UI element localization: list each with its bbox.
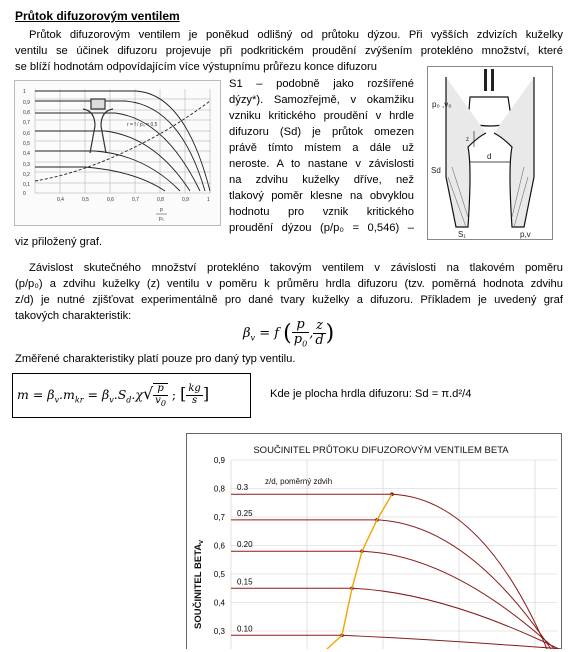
left-ytick: 0 bbox=[23, 191, 26, 197]
para1-col-line: difuzoru (Sd) je průtok omezen bbox=[229, 126, 414, 138]
chart-ytick: 0,3 bbox=[213, 627, 225, 636]
chart-yticks bbox=[214, 456, 226, 649]
chart-series-label: 0.15 bbox=[237, 577, 253, 587]
para1-col-line: neroste. A to nastane v závislosti bbox=[229, 158, 414, 170]
left-xlabel-bot: p₀ bbox=[159, 216, 164, 222]
s1-label: S₁ bbox=[458, 230, 467, 239]
chart-ytick: 0,6 bbox=[213, 541, 225, 551]
pv-label: p,v bbox=[520, 230, 531, 239]
chart-ytick: 0,9 bbox=[213, 456, 225, 465]
para1-line2: ventilu se účinek difuzoru projevuje při podkritickém proudění zvýšením protekléno množství, které bbox=[15, 45, 563, 57]
para1-col-line: dýzy*). Samozřejmě, v okamžiku bbox=[229, 94, 414, 106]
left-ytick: 0,4 bbox=[23, 151, 30, 157]
z-label: z bbox=[466, 137, 469, 143]
para1-col-line: proudění dýzou (p/p₀ = 0,546) – bbox=[229, 222, 414, 234]
flow-graph-figure bbox=[14, 80, 221, 226]
chart-series-label: 0.10 bbox=[237, 624, 253, 634]
chart-title: SOUČINITEL PRŮTOKU DIFUZOROVÝM VENTILEM BETA bbox=[253, 445, 509, 456]
chart-ytick: 0,7 bbox=[213, 513, 225, 522]
formula-beta-sub: v bbox=[250, 333, 256, 343]
left-ytick: 0,2 bbox=[23, 172, 30, 178]
para2-line2: (p/p₀) a zdvihu kuželky (z) ventilu v poměru k průměru hrdla difuzoru (tzv. poměrná hodnota zdvihu bbox=[15, 278, 563, 290]
diffuser-valve-figure bbox=[427, 66, 553, 240]
left-ytick: 0,6 bbox=[23, 131, 30, 137]
para1-col-line: vzniku kritického proudění v hrdle bbox=[229, 110, 414, 122]
formula-eq: = f bbox=[259, 325, 280, 341]
left-ytick: 0,3 bbox=[23, 162, 30, 168]
formula-beta: β bbox=[243, 325, 251, 341]
para3: Změřené charakteristiky platí pouze pro daný typ ventilu. bbox=[15, 353, 296, 365]
chart-ylabel: SOUČINITEL $BETA_v$ bbox=[193, 539, 205, 629]
legend-label: z/d, poměrný zdvih bbox=[265, 477, 333, 486]
para1-last: viz přiložený graf. bbox=[15, 236, 103, 248]
left-xtick: 0,9 bbox=[182, 197, 189, 203]
para1-col-line: na zdvihu kuželky dříve, než bbox=[229, 174, 414, 186]
para1-line3: se blíží hodnotám odpovídajícím více výstupnímu průřezu konce difuzoru bbox=[15, 61, 377, 73]
beta-chart-svg bbox=[187, 434, 561, 649]
chart-series-label: 0.20 bbox=[237, 540, 253, 550]
chart-series-line bbox=[231, 520, 551, 649]
chart-series-label: 0.3 bbox=[237, 483, 249, 493]
left-ytick: 0,8 bbox=[23, 110, 30, 116]
left-xtick: 0,8 bbox=[157, 197, 164, 203]
para2-line3: z/d) je nutné zjišťovat experimentálně pro dané tvary kuželky a difuzoru. Příkladem je uvedený graf bbox=[15, 294, 563, 306]
chart-ytick: 0,5 bbox=[213, 570, 225, 579]
section-title: Průtok difuzorovým ventilem bbox=[15, 9, 180, 23]
left-fig-label: r = f / p₀ = 0,5 bbox=[127, 122, 158, 128]
left-xtick: 0,7 bbox=[132, 197, 139, 203]
para2-line4: takových charakteristik: bbox=[15, 310, 132, 322]
flow-formula: $m = \beta_v.m_{kr} = \beta_v.S_d.\chi√$ $\frac{p}{v_0}$ ; [ $\frac{kg}{s}$ ] bbox=[17, 383, 210, 408]
p0v0-label: p₀ ,v₀ bbox=[432, 100, 452, 109]
chart-ytick: 0,8 bbox=[213, 484, 225, 494]
left-xtick: 0,4 bbox=[57, 197, 64, 203]
chart-curves bbox=[231, 483, 561, 649]
flow-graph-svg bbox=[15, 81, 220, 225]
left-ytick: 1 bbox=[23, 89, 26, 95]
left-xtick: 0,5 bbox=[82, 197, 89, 203]
left-ytick: 0,9 bbox=[23, 100, 30, 106]
formula-frac-zd: $\frac{z}{d}$ bbox=[315, 318, 324, 348]
beta-chart bbox=[186, 433, 562, 649]
left-ytick: 0,1 bbox=[23, 182, 30, 188]
para2-line1: Závislost skutečného množství protekléno takovým ventilem v závislosti na tlakovém poměru bbox=[29, 262, 563, 274]
chart-series-line bbox=[231, 635, 561, 649]
d-label: d bbox=[487, 152, 492, 161]
left-xtick: 1 bbox=[207, 197, 210, 203]
left-xlabel-top: p bbox=[160, 207, 163, 213]
left-xtick: 0,6 bbox=[107, 197, 114, 203]
chart-ytick: 0,4 bbox=[213, 598, 225, 608]
para1-line1: Průtok difuzorovým ventilem je poněkud odlišný od průtoku dýzou. Při vyšších zdvizích kuželky bbox=[29, 29, 563, 41]
chart-series-line bbox=[231, 494, 547, 649]
chart-grid bbox=[231, 460, 557, 649]
para1-col-line: právě tímto místem a dále už bbox=[229, 142, 414, 154]
flow-formula-box bbox=[12, 373, 251, 418]
para1-col-line: S1 – podobně jako rozšířené bbox=[229, 78, 414, 90]
chart-series-line bbox=[231, 588, 559, 649]
left-ytick: 0,5 bbox=[23, 141, 30, 147]
sd-label: Sd bbox=[431, 166, 441, 175]
para1-col-line: hodnotu pro vznik kritického bbox=[229, 206, 414, 218]
chart-series-line bbox=[231, 551, 555, 649]
formula-frac-pp0: $\frac{p}{p_0}$ bbox=[293, 317, 308, 349]
beta-formula: $\beta_v = f$ ( $\frac{p}{p_0}$ , $\frac{z}{d}$ ) bbox=[243, 317, 335, 349]
critical-flow-curve bbox=[327, 494, 392, 649]
left-ytick: 0,7 bbox=[23, 120, 30, 126]
sd-area-text: Kde je plocha hrdla difuzoru: Sd = π.d²/4 bbox=[270, 388, 472, 400]
para1-col-line: tlakový poměr klesne na obvyklou bbox=[229, 190, 414, 202]
chart-series-label: 0.25 bbox=[237, 508, 253, 518]
diffuser-valve-svg bbox=[428, 67, 552, 239]
